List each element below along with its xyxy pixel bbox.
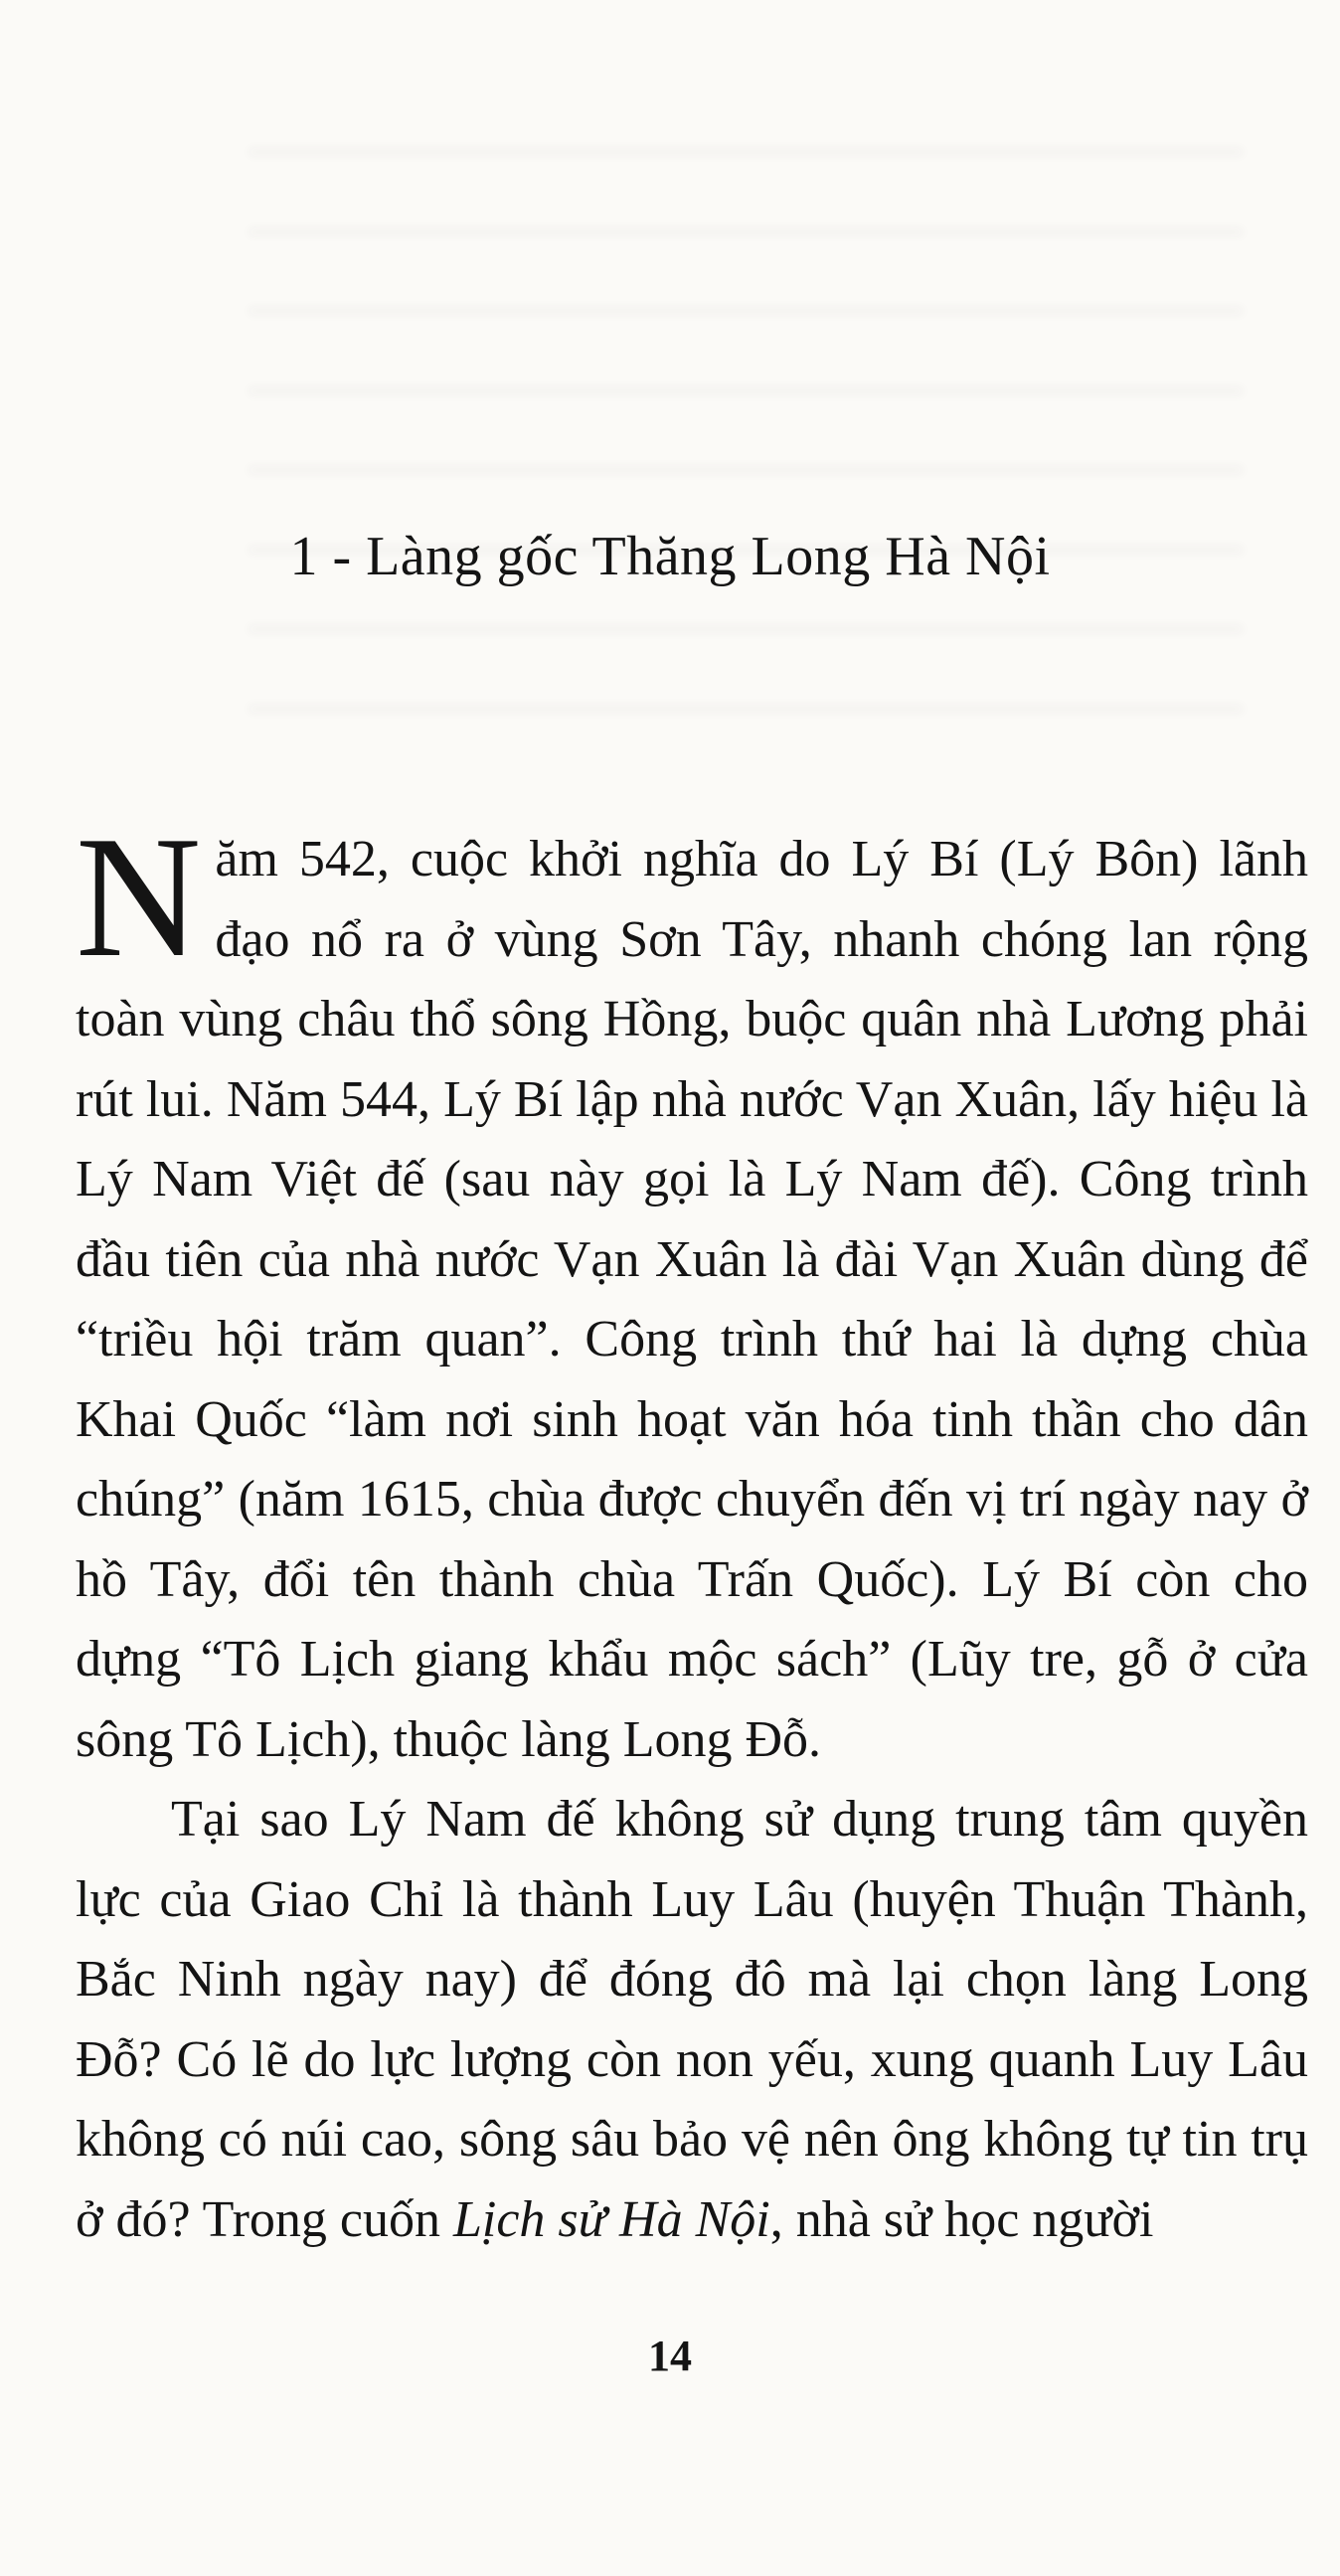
page-number: 14 [648,2332,692,2380]
paragraph-1-text: ăm 542, cuộc khởi nghĩa do Lý Bí (Lý Bôn) lãnh đạo nổ ra ở vùng Sơn Tây, nhanh chóng lan rộng toàn vùng châu thổ sông Hồng, buộc quân nhà Lương phải rút lui. Năm 544, Lý Bí lập nhà nước Vạn Xuân, lấy hiệu là Lý Nam Việt đế (sau này gọi là Lý Nam đế). Công trình đầu tiên của nhà nước Vạn Xuân là đài Vạn Xuân dùng để “triều hội trăm quan”. Công trình thứ hai là dựng chùa Khai Quốc “làm nơi sinh hoạt văn hóa tinh thần cho dân chúng” (năm 1615, chùa được chuyển đến vị trí ngày nay ở hồ Tây, đổi tên thành chùa Trấn Quốc). Lý Bí còn cho dựng “Tô Lịch giang khẩu mộc sách” (Lũy tre, gỗ ở cửa sông Tô Lịch), thuộc làng Long Đỗ. [76,831,1308,1768]
paragraph-2-text-after: , nhà sử học người [769,2190,1154,2248]
paragraph-1 [76,800,1308,1780]
chapter-title: 1 - Làng gốc Thăng Long Hà Nội [289,526,1051,587]
drop-cap: N [76,800,202,993]
body-text [76,800,1308,2260]
paragraph-2-text-before: Tại sao Lý Nam đế không sử dụng trung tâm quyền lực của Giao Chỉ là thành Luy Lâu (huyện Thuận Thành, Bắc Ninh ngày nay) để đóng đô mà lại chọn làng Long Đỗ? Có lẽ do lực lượng còn non yếu, xung quanh Luy Lâu không có núi cao, sông sâu bảo vệ nên ông không tự tin trụ ở đó? Trong cuốn [76,1791,1308,2248]
paragraph-2 [76,1780,1308,2260]
book-title-italic: Lịch sử Hà Nội [452,2190,770,2248]
show-through-texture [249,149,1243,765]
